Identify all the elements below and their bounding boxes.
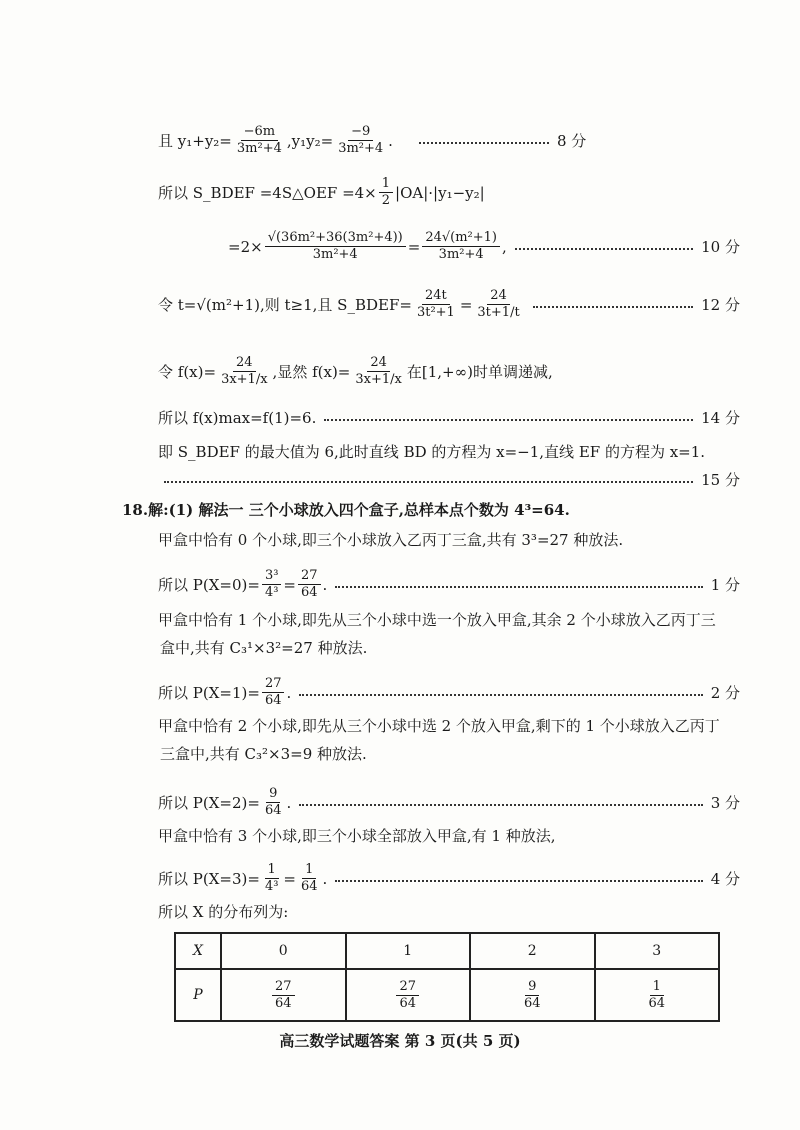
fraction: $\frac{-9}{\text{3m²+4}}$ — [338, 124, 384, 156]
p0-text — [158, 530, 740, 550]
fraction: $\frac{24}{3x+1/x}$ — [355, 355, 402, 387]
table-cell — [470, 969, 595, 1021]
text: ,y₁y₂= — [286, 131, 334, 150]
text: = — [283, 869, 296, 888]
p2-line — [158, 786, 740, 819]
fraction: $\frac{27}{64}$ — [272, 979, 295, 1012]
dot-leader — [419, 142, 549, 144]
text: . — [322, 575, 328, 594]
text: 所以 P(X=2)= — [158, 793, 260, 812]
p1-text-1 — [158, 610, 740, 630]
table-cell: 3 — [595, 933, 720, 969]
table-cell — [346, 969, 471, 1021]
text: 即 S_BDEF 的最大值为 6,此时直线 BD 的方程为 x=−1,直线 EF 的方程为 x=1. — [158, 443, 706, 461]
score-label: 8 分 — [556, 131, 587, 150]
p1-line — [158, 676, 740, 709]
text: 三盒中,共有 C₃²×3=9 种放法. — [160, 745, 367, 763]
solution-line-2 — [158, 176, 740, 209]
text: 令 f(x)= — [158, 362, 217, 381]
text: = — [407, 237, 421, 256]
solution-line-1 — [158, 124, 740, 157]
text: 所以 P(X=1)= — [158, 683, 260, 702]
fraction: $\frac{9}{64}$ — [264, 786, 282, 818]
dot-leader — [515, 248, 693, 250]
text: 盒中,共有 C₃¹×3²=27 种放法. — [160, 639, 368, 657]
text: 18.解:(1) 解法一 三个小球放入四个盒子,总样本点个数为 4³=64. — [122, 501, 570, 519]
fraction: $\frac{24}{3x+1/x}$ — [221, 355, 268, 387]
text: 令 t=√(m²+1),则 t≥1,且 S_BDEF= — [158, 295, 412, 314]
score-label: 3 分 — [710, 793, 740, 812]
text: 所以 P(X=0)= — [158, 575, 260, 594]
text: 所以 S_BDEF =4S△OEF =4× — [158, 183, 377, 202]
fraction: $\frac{27}{64}$ — [262, 676, 285, 709]
fraction: $\frac{27}{64}$ — [298, 568, 321, 601]
text: 所以 X 的分布列为: — [158, 903, 289, 921]
fraction: $\frac{27}{64}$ — [396, 979, 419, 1012]
text: . — [388, 131, 393, 150]
dot-leader — [335, 880, 702, 882]
text: . — [286, 683, 292, 702]
text: 所以 f(x)max=f(1)=6. — [158, 409, 317, 427]
score-label: 4 分 — [710, 869, 740, 888]
p1-text-2 — [160, 638, 740, 658]
fraction: $\frac{1}{64}$ — [301, 862, 318, 894]
fraction: $\frac{1}{64}$ — [648, 978, 666, 1011]
dot-leader — [299, 804, 702, 806]
dist-label — [158, 902, 740, 922]
p2-text-1 — [158, 716, 740, 736]
distribution-table — [174, 932, 720, 1022]
fraction: $\frac{9}{64}$ — [523, 978, 541, 1011]
table-header-row — [175, 933, 719, 969]
text: |OA|·|y₁−y₂| — [395, 183, 485, 202]
table-cell: 2 — [470, 933, 595, 969]
score-label: 15 分 — [701, 471, 740, 489]
text: . — [286, 793, 292, 812]
fraction: $\frac{24}{3t+1/t}$ — [477, 288, 520, 320]
score-label: 2 分 — [710, 683, 740, 702]
p0-line — [158, 568, 740, 601]
page-footer: 高三数学试题答案 第 3 页(共 5 页) — [279, 1032, 521, 1050]
text: 甲盒中恰有 1 个小球,即先从三个小球中选一个放入甲盒,其余 2 个小球放入乙丙丁三 — [158, 611, 716, 629]
fraction: $\frac{\text{24√(m²+1)}}{\text{3m²+4}}$ — [422, 230, 500, 263]
score-label: 10 分 — [701, 237, 740, 256]
table-cell: P — [175, 969, 221, 1021]
score-label: 12 分 — [701, 295, 740, 314]
table-cell — [221, 969, 346, 1021]
text: . — [322, 869, 328, 888]
text: 所以 P(X=3)= — [158, 869, 260, 888]
text: 甲盒中恰有 3 个小球,即三个小球全部放入甲盒,有 1 种放法, — [158, 827, 556, 845]
table-cell: 0 — [221, 933, 346, 969]
p2-text-2 — [160, 744, 740, 764]
dot-leader — [335, 586, 702, 588]
text: , — [502, 237, 507, 256]
text: 甲盒中恰有 2 个小球,即先从三个小球中选 2 个放入甲盒,剩下的 1 个小球放入乙丙丁 — [158, 717, 720, 735]
fraction: $\frac{-6m}{\text{3m²+4}}$ — [236, 124, 282, 156]
text: = — [459, 295, 473, 314]
score-label: 14 分 — [701, 409, 740, 427]
dot-leader — [299, 694, 702, 696]
text: = — [283, 575, 296, 594]
fraction: $\frac{1}{\text{4³}}$ — [264, 862, 279, 894]
text: 在[1,+∞)时单调递减, — [406, 362, 553, 381]
dot-leader — [324, 419, 693, 421]
text: 且 y₁+y₂= — [158, 131, 232, 150]
solution-line-3 — [228, 230, 740, 263]
p3-text — [158, 826, 740, 846]
fraction: $\frac{24t}{\text{3t²+1}}$ — [416, 288, 455, 320]
solution-line-6 — [158, 408, 740, 428]
table-cell: 1 — [346, 933, 471, 969]
table-cell: X — [175, 933, 221, 969]
fraction: $\frac{\text{√(36m²+36(3m²+4))}}{\text{3m²+4}}$ — [265, 230, 406, 263]
table-row — [175, 969, 719, 1021]
p3-line — [158, 862, 740, 895]
question-18-header — [122, 500, 740, 520]
solution-line-7 — [158, 442, 740, 462]
solution-line-4 — [158, 288, 740, 321]
fraction: $\frac{1}{2}$ — [379, 176, 393, 209]
dot-leader — [533, 306, 693, 308]
solution-line-5 — [158, 355, 740, 388]
solution-line-8 — [158, 470, 740, 490]
score-label: 1 分 — [710, 575, 740, 594]
text: =2× — [228, 237, 263, 256]
dot-leader — [164, 481, 693, 483]
text: ,显然 f(x)= — [272, 362, 351, 381]
fraction: $\frac{\text{3³}}{\text{4³}}$ — [262, 568, 281, 601]
text: 甲盒中恰有 0 个小球,即三个小球放入乙丙丁三盒,共有 3³=27 种放法. — [158, 531, 624, 549]
table-cell — [595, 969, 720, 1021]
